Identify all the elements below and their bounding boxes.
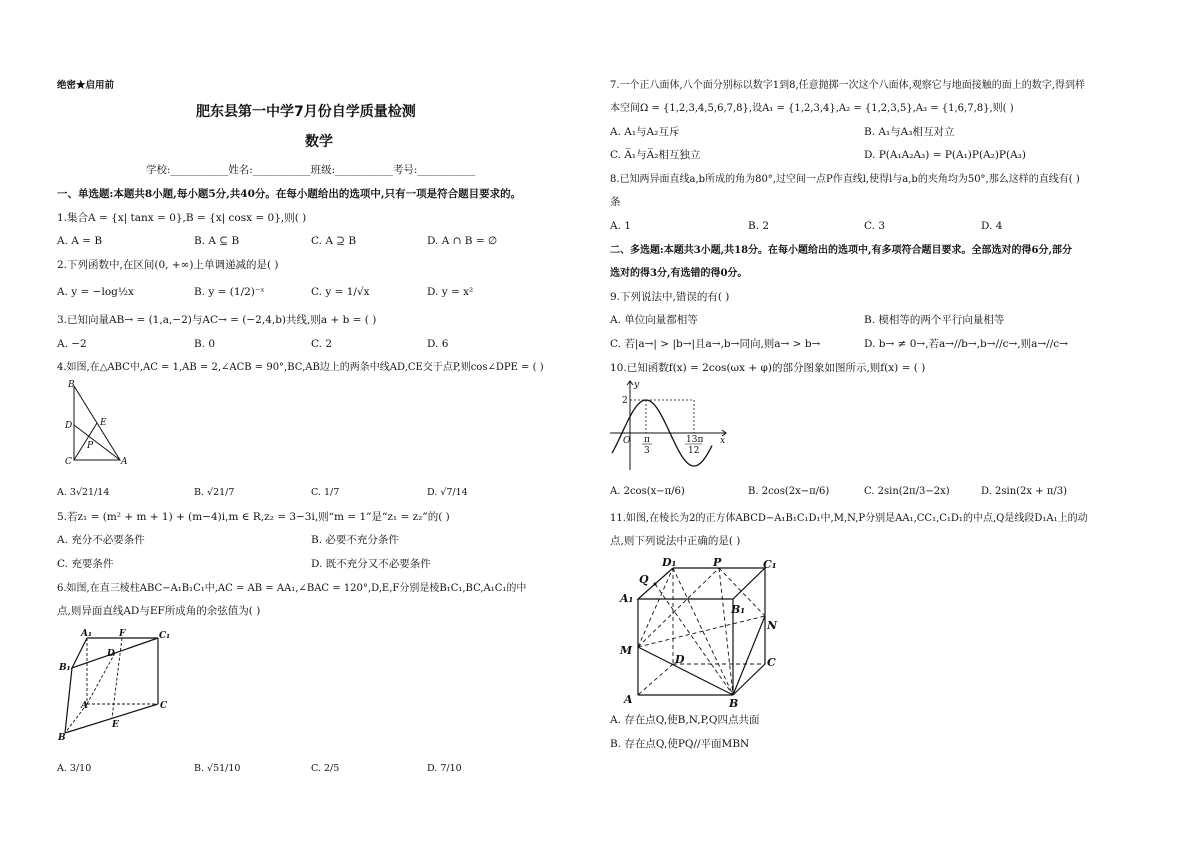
prism-label-a: A xyxy=(81,701,88,711)
section-2-heading-line1: 二、多选题:本题共3小题,共18分。在每小题给出的选项中,有多项符合题目要求。全部选对的得6分,部分 xyxy=(610,245,1072,256)
q4-option-b: B. √21/7 xyxy=(194,487,235,498)
q5-option-d: D. 既不充分又不必要条件 xyxy=(311,558,431,570)
tri-label-a: A xyxy=(121,457,128,467)
q4-option-d: D. √7/14 xyxy=(427,487,468,498)
section-2-heading-line2: 选对的得3分,有选错的得0分。 xyxy=(610,268,748,279)
secret-mark: 绝密★启用前 xyxy=(57,80,115,91)
q6-option-c: C. 2/5 xyxy=(311,763,340,774)
q1-stem: 1.集合A = {x| tanx = 0},B = {x| cosx = 0},则( ) xyxy=(57,212,307,224)
cube-label-c1: C₁ xyxy=(763,558,777,571)
q6-option-b: B. √51/10 xyxy=(194,763,241,774)
prism-label-d: D xyxy=(107,649,115,659)
q6-option-a: A. 3/10 xyxy=(57,763,92,774)
function-graph xyxy=(608,377,736,472)
q5-option-c: C. 充要条件 xyxy=(57,558,114,570)
cube-label-q: Q xyxy=(639,573,649,586)
tri-label-p: P xyxy=(87,441,94,451)
prism-label-b: B xyxy=(58,733,66,743)
prism-label-c: C xyxy=(160,701,168,711)
prism-label-b1: B₁ xyxy=(59,663,71,673)
q8-stem-line1: 8.已知两异面直线a,b所成的角为80°,过空间一点P作直线l,使得l与a,b的夹角均为50°,那么这样的直线有( ) xyxy=(610,174,1080,185)
cube-figure xyxy=(615,556,790,708)
q9-option-d: D. b→ ≠ 0→,若a→//b→,b→//c→,则a→//c→ xyxy=(864,338,1068,350)
q2-option-d: D. y = x² xyxy=(427,286,474,298)
q11-option-b: B. 存在点Q,使PQ//平面MBN xyxy=(610,738,750,750)
q11-stem-line1: 11.如图,在棱长为2的正方体ABCD−A₁B₁C₁D₁中,M,N,P分别是AA₁,CC₁,C₁D₁的中点,Q是线段D₁A₁上的动 xyxy=(610,513,1088,524)
q10-option-c: C. 2sin(2π/3−2x) xyxy=(864,486,950,497)
q6-stem-line1: 6.如图,在直三棱柱ABC−A₁B₁C₁中,AC = AB = AA₁,∠BAC = 120°,D,E,F分别是棱B₁C₁,BC,A₁C₁的中 xyxy=(57,583,527,594)
q1-option-a: A. A = B xyxy=(57,235,103,247)
triangle-figure xyxy=(58,378,138,468)
graph-label-o: O xyxy=(623,436,631,446)
tri-label-b: B xyxy=(68,380,75,390)
q2-option-b: B. y = (1/2)⁻ˣ xyxy=(194,286,265,298)
q7-option-a: A. A₁与A₂互斥 xyxy=(610,126,680,138)
q11-option-a: A. 存在点Q,使B,N,P,Q四点共面 xyxy=(610,714,760,726)
q3-option-b: B. 0 xyxy=(194,338,216,350)
cube-label-d1: D₁ xyxy=(662,556,677,569)
q10-option-a: A. 2cos(x−π/6) xyxy=(610,486,685,497)
cube-label-a1: A₁ xyxy=(620,592,634,605)
q4-option-c: C. 1/7 xyxy=(311,487,340,498)
q7-stem-line2: 本空间Ω = {1,2,3,4,5,6,7,8},设A₁ = {1,2,3,4},A₂ = {1,2,3,5},A₃ = {1,6,7,8},则( ) xyxy=(610,103,1014,114)
student-info-line: 学校:___________姓名:___________班级:___________考号:___________ xyxy=(146,164,476,176)
q4-stem: 4.如图,在△ABC中,AC = 1,AB = 2,∠ACB = 90°,BC,AB边上的两条中线AD,CE交于点P,则cos∠DPE = ( ) xyxy=(57,362,544,373)
q10-option-d: D. 2sin(2x + π/3) xyxy=(981,486,1067,497)
q10-option-b: B. 2cos(2x−π/6) xyxy=(748,486,830,497)
graph-label-y: y xyxy=(634,380,640,390)
cube-label-c: C xyxy=(767,656,776,669)
q3-option-d: D. 6 xyxy=(427,338,449,350)
cube-label-n: N xyxy=(767,619,778,632)
q1-option-c: C. A ⊇ B xyxy=(311,235,357,247)
q1-option-b: B. A ⊆ B xyxy=(194,235,240,247)
prism-label-c1: C₁ xyxy=(159,631,171,641)
q7-option-b: B. A₁与A₃相互对立 xyxy=(864,126,955,138)
prism-figure xyxy=(55,626,185,744)
q11-stem-line2: 点,则下列说法中正确的是( ) xyxy=(610,535,741,547)
cube-label-d: D xyxy=(675,653,685,666)
q9-option-a: A. 单位向量都相等 xyxy=(610,314,698,326)
graph-tick1-den: 3 xyxy=(644,446,650,456)
q6-option-d: D. 7/10 xyxy=(427,763,462,774)
tri-label-d: D xyxy=(65,421,73,431)
q2-stem: 2.下列函数中,在区间(0, +∞)上单调递减的是( ) xyxy=(57,259,279,271)
q5-option-a: A. 充分不必要条件 xyxy=(57,534,145,546)
page-title: 肥东县第一中学7月份自学质量检测 xyxy=(196,104,416,120)
subject-title: 数学 xyxy=(305,134,333,150)
q7-stem-line1: 7.一个正八面体,八个面分别标以数字1到8,任意抛掷一次这个八面体,观察它与地面接触的面上的数字,得到样 xyxy=(610,80,1085,91)
graph-tick2-num: 13π xyxy=(686,435,704,445)
tri-label-c: C xyxy=(65,457,72,467)
q7-option-c: C. A̅₁与A̅₂相互独立 xyxy=(610,149,701,161)
graph-label-x: x xyxy=(720,436,726,446)
prism-label-f: F xyxy=(119,629,126,639)
graph-tick2-den: 12 xyxy=(688,446,700,456)
cube-label-b: B xyxy=(729,697,739,708)
q10-stem: 10.已知函数f(x) = 2cos(ωx + φ)的部分图象如图所示,则f(x) = ( ) xyxy=(610,362,926,374)
q4-option-a: A. 3√21/14 xyxy=(57,487,110,498)
prism-label-e: E xyxy=(112,720,119,730)
section-1-heading: 一、单选题:本题共8小题,每小题5分,共40分。在每小题给出的选项中,只有一项是符合题目要求的。 xyxy=(57,188,522,200)
graph-label-2: 2 xyxy=(622,396,628,406)
graph-tick1-num: π xyxy=(644,435,650,445)
q8-option-b: B. 2 xyxy=(748,220,770,232)
q3-option-c: C. 2 xyxy=(311,338,333,350)
q8-stem-line2: 条 xyxy=(610,196,621,208)
q6-stem-line2: 点,则异面直线AD与EF所成角的余弦值为( ) xyxy=(57,605,261,617)
q5-stem: 5.若z₁ = (m² + m + 1) + (m−4)i,m ∈ R,z₂ = 3−3i,则“m = 1”是“z₁ = z₂”的( ) xyxy=(57,511,450,523)
cube-label-a: A xyxy=(624,693,633,706)
q8-option-c: C. 3 xyxy=(864,220,886,232)
cube-label-m: M xyxy=(620,644,633,657)
q3-stem: 3.已知向量AB→ = (1,a,−2)与AC→ = (−2,4,b)共线,则a + b = ( ) xyxy=(57,314,377,326)
q9-option-b: B. 模相等的两个平行向量相等 xyxy=(864,314,1005,326)
q9-option-c: C. 若|a→| > |b→|且a→,b→同向,则a→ > b→ xyxy=(610,338,821,350)
q3-option-a: A. −2 xyxy=(57,338,87,350)
q9-stem: 9.下列说法中,错误的有( ) xyxy=(610,291,730,303)
cube-label-b1: B₁ xyxy=(731,603,746,616)
cube-label-p: P xyxy=(713,556,722,569)
q8-option-d: D. 4 xyxy=(981,220,1003,232)
q5-option-b: B. 必要不充分条件 xyxy=(311,534,399,546)
q1-option-d: D. A ∩ B = ∅ xyxy=(427,235,498,247)
q8-option-a: A. 1 xyxy=(610,220,631,232)
prism-label-a1: A₁ xyxy=(81,629,92,639)
tri-label-e: E xyxy=(100,418,107,428)
q2-option-c: C. y = 1/√x xyxy=(311,286,370,298)
q7-option-d: D. P(A₁A₂A₃) = P(A₁)P(A₂)P(A₃) xyxy=(864,149,1026,161)
q2-option-a: A. y = −log½x xyxy=(57,286,134,298)
